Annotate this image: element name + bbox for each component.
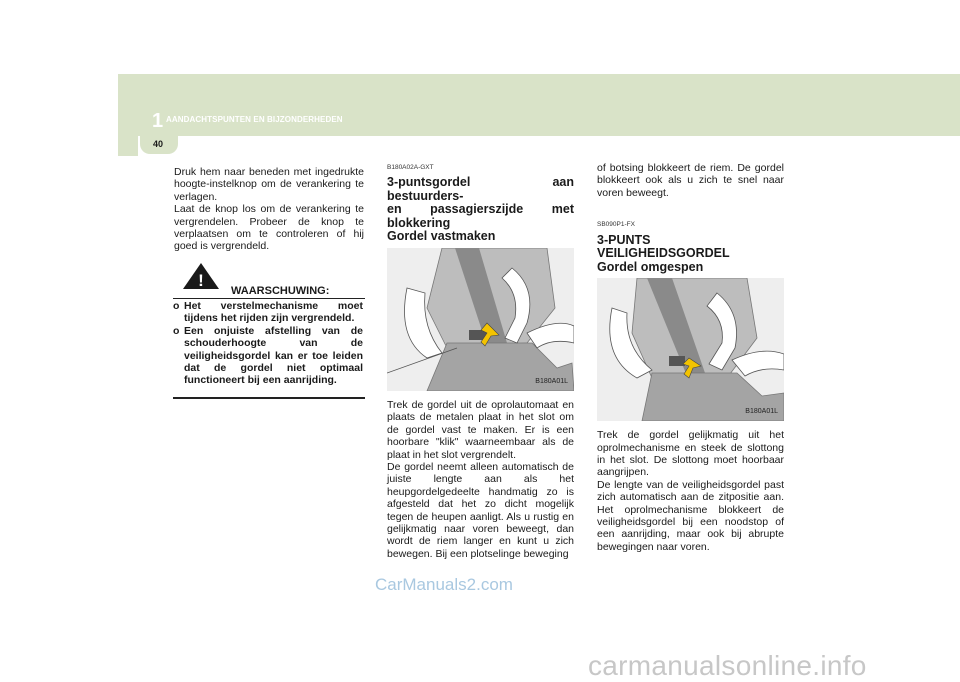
seatbelt-illustration [597,278,784,421]
header-notch [118,136,138,156]
watermark-carmanualsonline: carmanualsonline.info [588,650,867,681]
warning-symbol: ! [198,271,204,289]
warning-item [173,325,363,387]
col1-paragraph-2: Laat de knop los om de verankering te vergrendelen. Probeer de knop te verplaatsen om te controleren of hij goed is vergrendeld. [174,203,364,253]
col3-paragraph-2: De lengte van de veiligheidsgordel past zich automatisch aan de zitpositie aan. Het oprolmechanisme blokkeert de veiligheidsgordel bij een noodstop of een aanrijding, maar ook bij abrupte bewegingen naar voren. [597,478,784,553]
figure-label: B180A01L [535,377,568,385]
warning-box [173,263,365,401]
warning-item [173,300,363,325]
col3-paragraph-1: Trek de gordel gelijkmatig uit het oprolmechanisme en steek de slottong in het slot. De slottong moet hoorbaar aangrijpen. [597,429,784,479]
col2-paragraph-2: De gordel neemt alleen automatisch de juiste lengte aan als het heupgordelgedeelte handmatig zo is afgesteld dat het zo dicht mogelijk tegen de heupen aanligt. Als u rustig en gelijkmatig naar voren beweegt, dan wordt de riem langer en kunt u zich bewegen. Bij een plotselinge beweging [387,460,574,560]
watermark-carmanuals2: CarManuals2.com [375,575,513,594]
col3-paragraph-0: of botsing blokkeert de riem. De gordel blokkeert ook als u zich te snel naar voren beweegt. [597,162,784,199]
warning-bullet: o [173,300,180,312]
warning-list [173,300,363,387]
section-code: B180A02A-GXT [387,164,434,171]
warning-item-text: Een onjuiste afstelling van de schouderhoogte van de veiligheidsgordel kan er toe leiden dat de gordel niet optimaal functioneert bij een aanrijding. [184,324,363,387]
chapter-title: AANDACHTSPUNTEN EN BIJZONDERHEDEN [166,115,343,124]
column-1 [174,166,364,253]
heading-line: Gordel vastmaken [387,229,496,244]
heading-line: VEILIGHEIDSGORDEL [597,246,730,261]
warning-bottom-rule [173,397,365,399]
warning-triangle-icon [173,263,231,289]
heading-line: Gordel omgespen [597,259,704,274]
col1-paragraph-1: Druk hem naar beneden met ingedrukte hoogte-instelknop om de verankering te verlagen. [174,166,364,203]
seatbelt-illustration [387,248,574,391]
chapter-number: 1 [152,110,164,132]
heading-line: 3-puntsgordel aan bestuurders- [387,175,574,203]
section-heading [597,234,784,275]
warning-bullet: o [173,324,180,337]
warning-item-text: Het verstelmechanisme moet tijdens het rijden zijn vergrendeld. [184,300,363,325]
seatbelt-buckling-icon [597,278,784,421]
section-heading [387,176,574,244]
header-bar [118,74,960,136]
page-number: 40 [153,139,164,149]
warning-title: WAARSCHUWING: [231,285,330,297]
column-2 [387,162,574,560]
heading-line: en passagierszijde met [387,202,574,217]
heading-line: blokkering [387,215,451,230]
warning-top-rule [173,298,365,299]
col2-paragraph-1: Trek de gordel uit de oprolautomaat en plaats de metalen plaat in het slot om de gordel vast te maken. Er is een hoorbare "klik" waarneembaar als de plaat in het slot vergrendelt. [387,398,574,461]
section-code: SB090P1-FX [597,221,635,229]
column-3 [597,162,784,553]
seatbelt-fastening-icon [387,248,574,391]
figure-label: B180A01L [745,407,778,415]
heading-line: 3-PUNTS [597,232,651,247]
